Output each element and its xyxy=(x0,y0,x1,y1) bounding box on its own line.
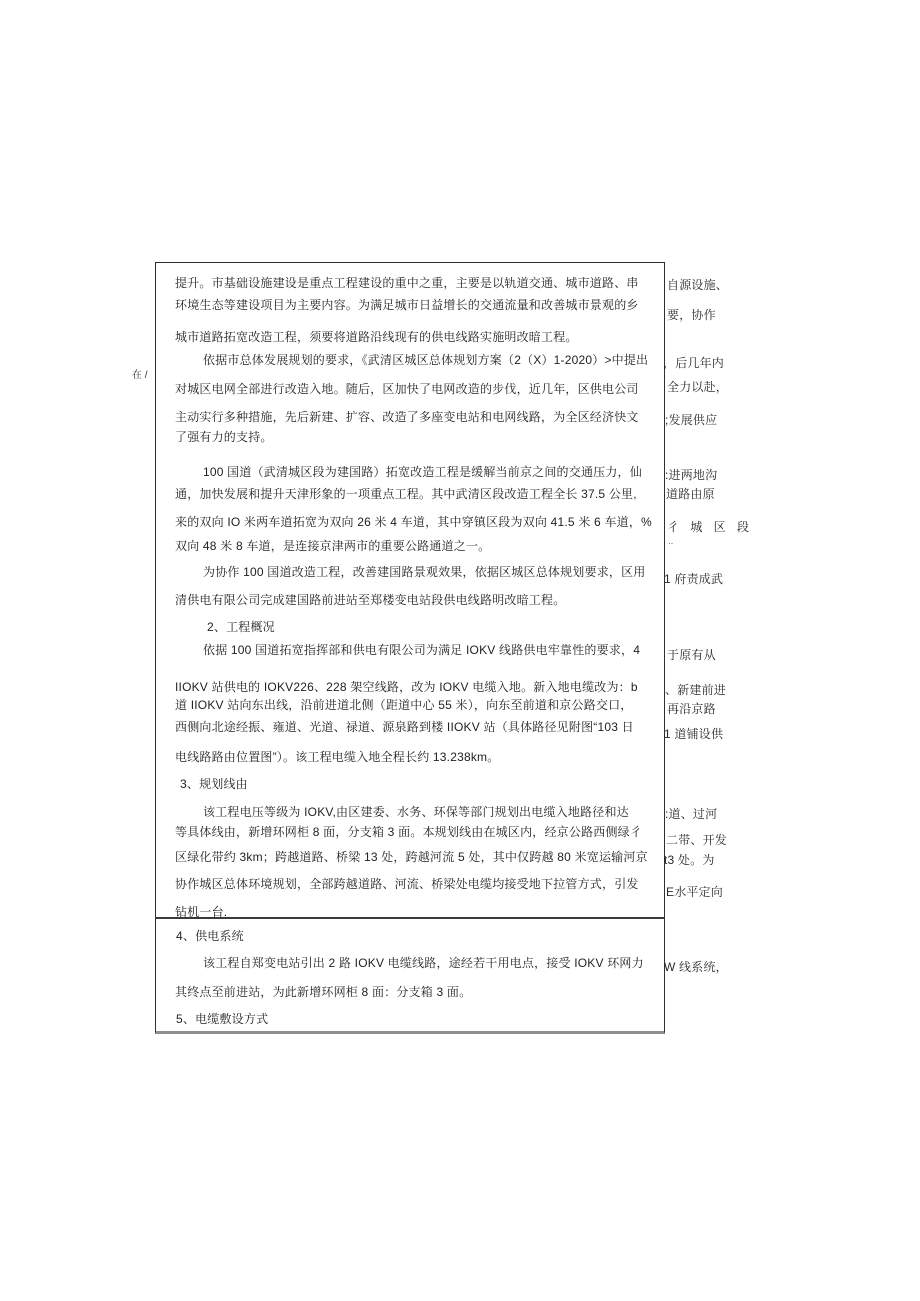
text-line: 双向 48 米 8 车道，是连接京津两市的重要公路通道之一。 xyxy=(175,539,491,553)
overflow-fragment: :道、过河 xyxy=(665,807,718,821)
section-heading: 5、电缆敷设方式 xyxy=(176,1012,269,1026)
text-line: 等具体线由，新增环网柜 8 面，分支箱 3 面。本规划线由在城区内，经京公路西侧绿彳 xyxy=(175,825,643,839)
section-heading: 2、工程概况 xyxy=(207,620,275,634)
section-heading: 3、规划线由 xyxy=(180,777,248,791)
text-line: 提升。市基础设施建设是重点工程建设的重中之重，主要是以轨道交通、城市道路、串 xyxy=(175,276,639,290)
text-line: 该工程电压等级为 IOKV,由区建委、水务、环保等部门规划出电缆入地路径和达 xyxy=(203,805,629,819)
overflow-fragment: 1 道铺设供 xyxy=(664,727,724,741)
text-line: 区绿化带约 3km；跨越道路、桥梁 13 处，跨越河流 5 处，其中仅跨越 80 米宽运输河京 xyxy=(175,850,648,864)
overflow-fragment: E水平定向 xyxy=(666,885,724,899)
overflow-fragment: 于原有从 xyxy=(667,648,716,662)
text-line: 电线路路由位置图”）。该工程电缆入地全程长约 13.238km。 xyxy=(175,750,500,764)
text-line: 来的双向 IO 米两车道拓宽为双向 26 米 4 车道，其中穿镇区段为双向 41.5 米 6 车道，% xyxy=(175,515,652,529)
overflow-fragment: 再沿京路 xyxy=(667,702,716,716)
text-line: IIOKV 站供电的 IOKV226、228 架空线路，改为 IOKV 电缆入地。新入地电缆改为：b xyxy=(175,680,638,694)
overflow-fragment: t3 处。为 xyxy=(664,853,715,867)
overflow-fragment: 要，协作 xyxy=(667,308,716,322)
table-row-divider xyxy=(155,917,665,919)
text-line: 道 IIOKV 站向东出线，沿前进道北侧（距道中心 55 米），向东至前道和京公路交口， xyxy=(175,698,633,712)
text-line: 对城区电网全部进行改造入地。随后，区加快了电网改造的步伐，近几年，区供电公司 xyxy=(175,382,639,396)
text-line: 主动实行多种措施，先后新建、扩容、改造了多座变电站和电网线路，为全区经济快文 xyxy=(175,410,639,424)
overflow-fragment: :进两地沟 xyxy=(665,468,718,482)
section-heading: 4、供电系统 xyxy=(176,929,244,943)
overflow-fragment: 道路由原 xyxy=(666,487,715,501)
text-line: 依据 100 国道拓宽指挥部和供电有限公司为满足 IOKV 线路供电牢靠性的要求，4 xyxy=(203,643,641,657)
text-line: 清供电有限公司完成建国路前进站至郑楼变电站段供电线路明改暗工程。 xyxy=(175,593,566,607)
overflow-fragment: 全力以赴， xyxy=(667,380,729,394)
text-line: 钻机一台. xyxy=(175,905,228,919)
text-line: 该工程自郑变电站引出 2 路 IOKV 电缆线路，途经若干用电点，接受 IOKV 环网力 xyxy=(203,956,644,970)
margin-note: 在 / xyxy=(131,366,149,381)
overflow-fragment: ，后几年内 xyxy=(663,356,725,370)
text-line: 依据市总体发展规划的要求，《武清区城区总体规划方案（2（X）1-2020）>中提出 xyxy=(203,353,649,367)
overflow-fragment: 1 府责成武 xyxy=(664,572,724,586)
text-line: 了强有力的支持。 xyxy=(175,430,273,444)
overflow-fragment: 自源设施、 xyxy=(667,278,729,292)
text-line: 协作城区总体环境规划，全部跨越道路、河流、桥梁处电缆均接受地下拉管方式，引发 xyxy=(175,877,639,891)
overflow-fragment: W 线系统， xyxy=(664,960,728,974)
text-line: 环境生态等建设项目为主要内容。为满足城市日益增长的交通流量和改善城市景观的乡 xyxy=(175,298,639,312)
text-line: 为协作 100 国道改造工程，改善建国路景观效果，依据区城区总体规划要求，区用 xyxy=(203,565,646,579)
overflow-fragment: 彳 城 区 段 xyxy=(667,520,754,534)
overflow-fragment: 二带、开发 xyxy=(666,833,728,847)
overflow-fragment: ;发展供应 xyxy=(665,413,718,427)
text-line: 西侧向北途经振、雍道、光道、禄道、源泉路到楼 IIOKV 站（具体路径见附图“103 日 xyxy=(175,720,634,734)
text-line: 其终点至前进站，为此新增环网柜 8 面：分支箱 3 面。 xyxy=(175,985,472,999)
text-line: 100 国道（武清城区段为建国路）拓宽改造工程是缓解当前京之间的交通压力，仙 xyxy=(203,465,642,479)
overflow-fragment: 、新建前进 xyxy=(665,683,727,697)
overflow-fragment: ‥ xyxy=(668,537,674,546)
text-line: 通，加快发展和提升天津形象的一项重点工程。其中武清区段改造工程全长 37.5 公里, xyxy=(175,487,637,501)
text-line: 城市道路拓宽改造工程，须要将道路沿线现有的供电线路实施明改暗工程。 xyxy=(175,330,578,344)
